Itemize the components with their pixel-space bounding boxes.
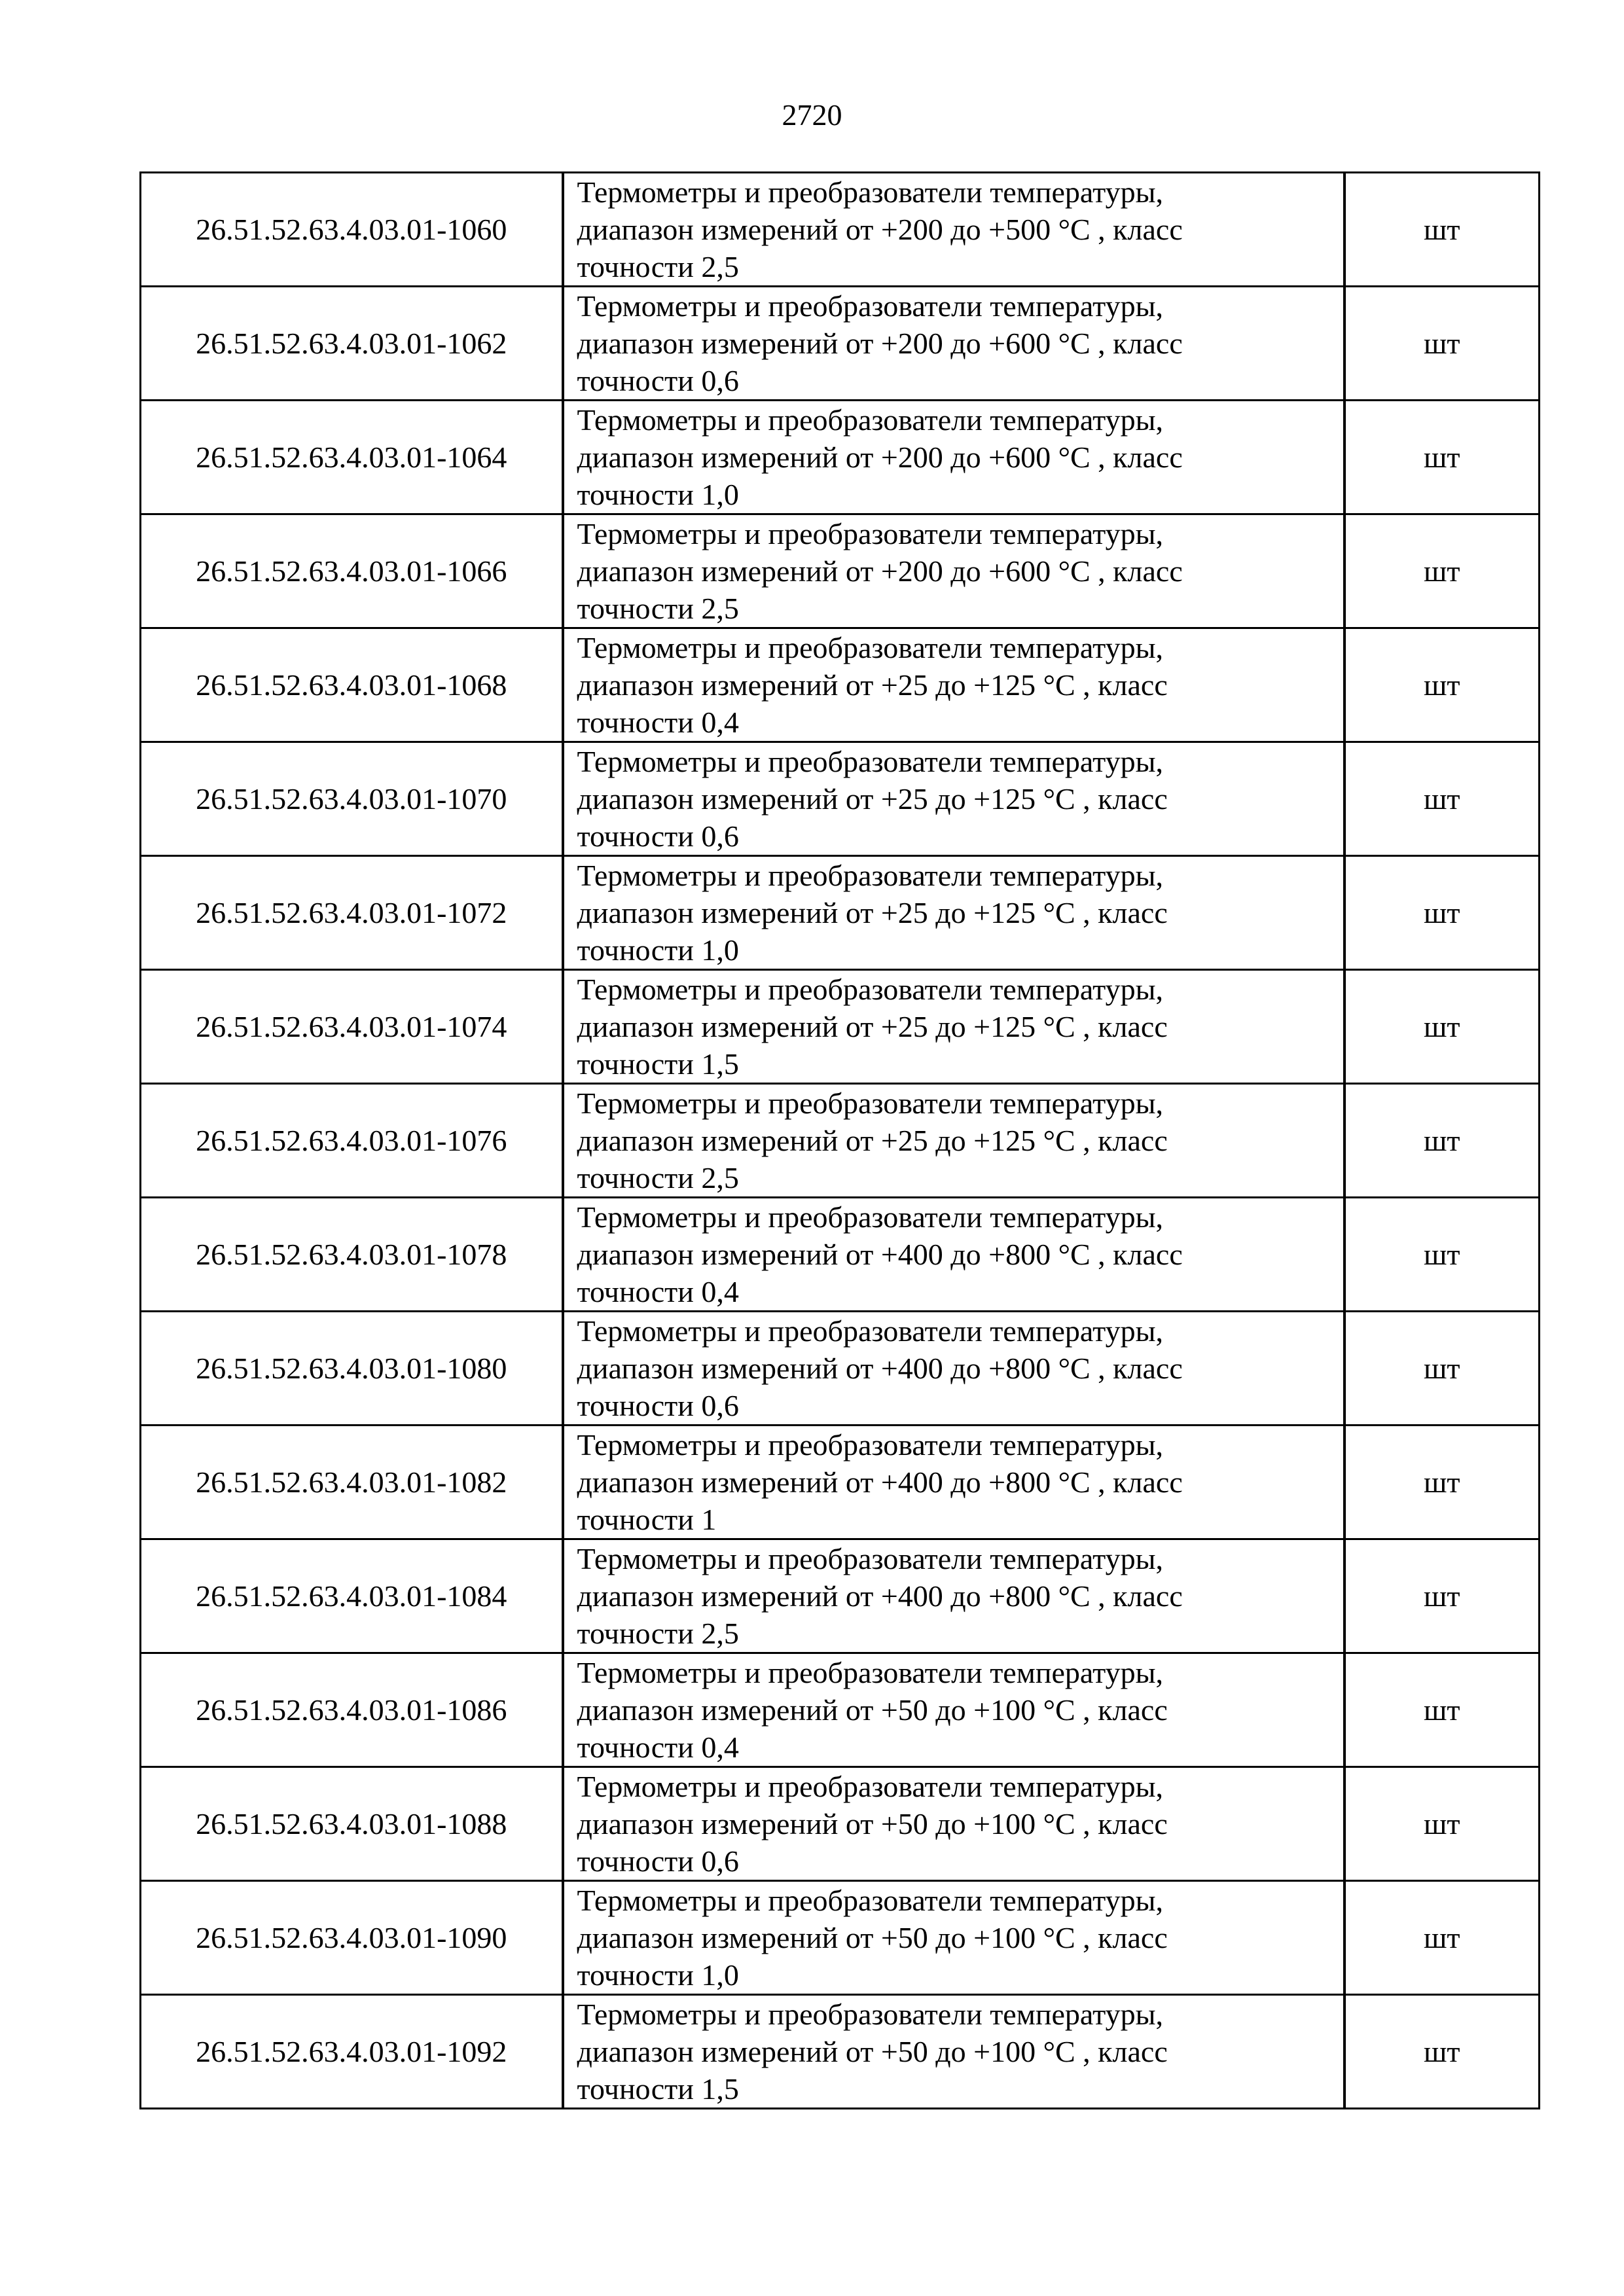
code-cell: 26.51.52.63.4.03.01-1076 [141, 1084, 563, 1198]
description-line: диапазон измерений от +200 до +500 °С , класс [577, 213, 1183, 246]
description-line: Термометры и преобразователи температуры, [577, 1656, 1163, 1689]
code-cell: 26.51.52.63.4.03.01-1062 [141, 287, 563, 401]
description-line: точности 2,5 [577, 1161, 739, 1194]
description-cell [563, 1426, 1344, 1539]
description-cell [563, 1084, 1344, 1198]
description-cell [563, 173, 1344, 287]
description-line: Термометры и преобразователи температуры, [577, 1086, 1163, 1120]
unit-cell: шт [1344, 514, 1540, 628]
description-line: Термометры и преобразователи температуры, [577, 1770, 1163, 1803]
unit-cell: шт [1344, 401, 1540, 514]
table-row [141, 628, 1540, 742]
table-row [141, 1426, 1540, 1539]
description-cell [563, 401, 1344, 514]
code-cell: 26.51.52.63.4.03.01-1064 [141, 401, 563, 514]
description-line: диапазон измерений от +50 до +100 °С , класс [577, 1807, 1168, 1840]
description-line: Термометры и преобразователи температуры, [577, 1314, 1163, 1348]
description-line: точности 2,5 [577, 250, 739, 283]
table-row [141, 1198, 1540, 1312]
unit-cell: шт [1344, 1084, 1540, 1198]
unit-cell: шт [1344, 1767, 1540, 1881]
description-line: точности 0,6 [577, 364, 739, 397]
table-row [141, 1881, 1540, 1995]
unit-cell: шт [1344, 1995, 1540, 2109]
unit-cell: шт [1344, 856, 1540, 970]
code-cell: 26.51.52.63.4.03.01-1090 [141, 1881, 563, 1995]
description-cell [563, 1312, 1344, 1426]
description-cell [563, 1653, 1344, 1767]
table-row [141, 1653, 1540, 1767]
table-row [141, 514, 1540, 628]
description-line: точности 1,0 [577, 478, 739, 511]
description-line: точности 1,5 [577, 1047, 739, 1081]
unit-cell: шт [1344, 1198, 1540, 1312]
table-row [141, 1312, 1540, 1426]
description-line: Термометры и преобразователи температуры, [577, 1428, 1163, 1462]
description-line: точности 0,4 [577, 1275, 739, 1308]
unit-cell: шт [1344, 1312, 1540, 1426]
description-line: точности 1,5 [577, 2072, 739, 2106]
table-row [141, 856, 1540, 970]
unit-cell: шт [1344, 742, 1540, 856]
description-line: точности 0,4 [577, 1731, 739, 1764]
description-line: Термометры и преобразователи температуры, [577, 517, 1163, 550]
description-line: точности 0,6 [577, 1389, 739, 1422]
description-cell [563, 1995, 1344, 2109]
table-row [141, 742, 1540, 856]
description-cell [563, 1198, 1344, 1312]
table-row [141, 970, 1540, 1084]
description-line: диапазон измерений от +200 до +600 °С , класс [577, 440, 1183, 474]
code-cell: 26.51.52.63.4.03.01-1072 [141, 856, 563, 970]
unit-cell: шт [1344, 173, 1540, 287]
description-line: диапазон измерений от +400 до +800 °С , класс [577, 1579, 1183, 1613]
unit-cell: шт [1344, 1539, 1540, 1653]
table-row [141, 1539, 1540, 1653]
code-cell: 26.51.52.63.4.03.01-1068 [141, 628, 563, 742]
table-row [141, 1767, 1540, 1881]
unit-cell: шт [1344, 1653, 1540, 1767]
description-line: Термометры и преобразователи температуры, [577, 973, 1163, 1006]
description-line: диапазон измерений от +25 до +125 °С , класс [577, 668, 1168, 702]
code-cell: 26.51.52.63.4.03.01-1070 [141, 742, 563, 856]
code-cell: 26.51.52.63.4.03.01-1082 [141, 1426, 563, 1539]
description-line: точности 0,6 [577, 819, 739, 853]
price-table [139, 171, 1540, 2109]
description-line: Термометры и преобразователи температуры, [577, 1542, 1163, 1575]
description-line: диапазон измерений от +50 до +100 °С , класс [577, 1693, 1168, 1727]
description-line: Термометры и преобразователи температуры, [577, 1998, 1163, 2031]
description-cell [563, 1881, 1344, 1995]
description-cell [563, 628, 1344, 742]
code-cell: 26.51.52.63.4.03.01-1078 [141, 1198, 563, 1312]
description-line: точности 0,6 [577, 1844, 739, 1878]
code-cell: 26.51.52.63.4.03.01-1060 [141, 173, 563, 287]
unit-cell: шт [1344, 287, 1540, 401]
table-row [141, 401, 1540, 514]
description-cell [563, 856, 1344, 970]
description-line: диапазон измерений от +25 до +125 °С , класс [577, 1124, 1168, 1157]
code-cell: 26.51.52.63.4.03.01-1074 [141, 970, 563, 1084]
description-line: диапазон измерений от +25 до +125 °С , класс [577, 1010, 1168, 1043]
description-line: диапазон измерений от +200 до +600 °С , класс [577, 554, 1183, 588]
table-row [141, 1995, 1540, 2109]
table-body [141, 173, 1540, 2109]
page-number: 2720 [782, 98, 842, 132]
description-line: диапазон измерений от +25 до +125 °С , класс [577, 782, 1168, 816]
table-row [141, 287, 1540, 401]
description-line: Термометры и преобразователи температуры, [577, 1884, 1163, 1917]
description-line: диапазон измерений от +400 до +800 °С , класс [577, 1238, 1183, 1271]
unit-cell: шт [1344, 628, 1540, 742]
description-line: диапазон измерений от +200 до +600 °С , класс [577, 327, 1183, 360]
description-line: диапазон измерений от +25 до +125 °С , класс [577, 896, 1168, 929]
description-line: диапазон измерений от +50 до +100 °С , класс [577, 2035, 1168, 2068]
description-cell [563, 1539, 1344, 1653]
description-line: Термометры и преобразователи температуры, [577, 859, 1163, 892]
code-cell: 26.51.52.63.4.03.01-1080 [141, 1312, 563, 1426]
description-line: точности 2,5 [577, 1617, 739, 1650]
description-line: точности 1,0 [577, 1958, 739, 1992]
code-cell: 26.51.52.63.4.03.01-1086 [141, 1653, 563, 1767]
description-cell [563, 287, 1344, 401]
description-cell [563, 1767, 1344, 1881]
description-line: диапазон измерений от +50 до +100 °С , класс [577, 1921, 1168, 1954]
description-line: Термометры и преобразователи температуры, [577, 745, 1163, 778]
table-row [141, 173, 1540, 287]
code-cell: 26.51.52.63.4.03.01-1092 [141, 1995, 563, 2109]
description-line: Термометры и преобразователи температуры, [577, 289, 1163, 323]
description-line: точности 1 [577, 1503, 717, 1536]
code-cell: 26.51.52.63.4.03.01-1084 [141, 1539, 563, 1653]
description-line: диапазон измерений от +400 до +800 °С , класс [577, 1465, 1183, 1499]
unit-cell: шт [1344, 970, 1540, 1084]
code-cell: 26.51.52.63.4.03.01-1066 [141, 514, 563, 628]
description-cell [563, 514, 1344, 628]
description-cell [563, 742, 1344, 856]
unit-cell: шт [1344, 1426, 1540, 1539]
description-line: Термометры и преобразователи температуры, [577, 631, 1163, 664]
description-line: Термометры и преобразователи температуры, [577, 403, 1163, 437]
table-row [141, 1084, 1540, 1198]
description-line: диапазон измерений от +400 до +800 °С , класс [577, 1352, 1183, 1385]
code-cell: 26.51.52.63.4.03.01-1088 [141, 1767, 563, 1881]
description-cell [563, 970, 1344, 1084]
description-line: Термометры и преобразователи температуры, [577, 1200, 1163, 1234]
description-line: Термометры и преобразователи температуры, [577, 175, 1163, 209]
description-line: точности 0,4 [577, 706, 739, 739]
description-line: точности 1,0 [577, 933, 739, 967]
unit-cell: шт [1344, 1881, 1540, 1995]
description-line: точности 2,5 [577, 592, 739, 625]
